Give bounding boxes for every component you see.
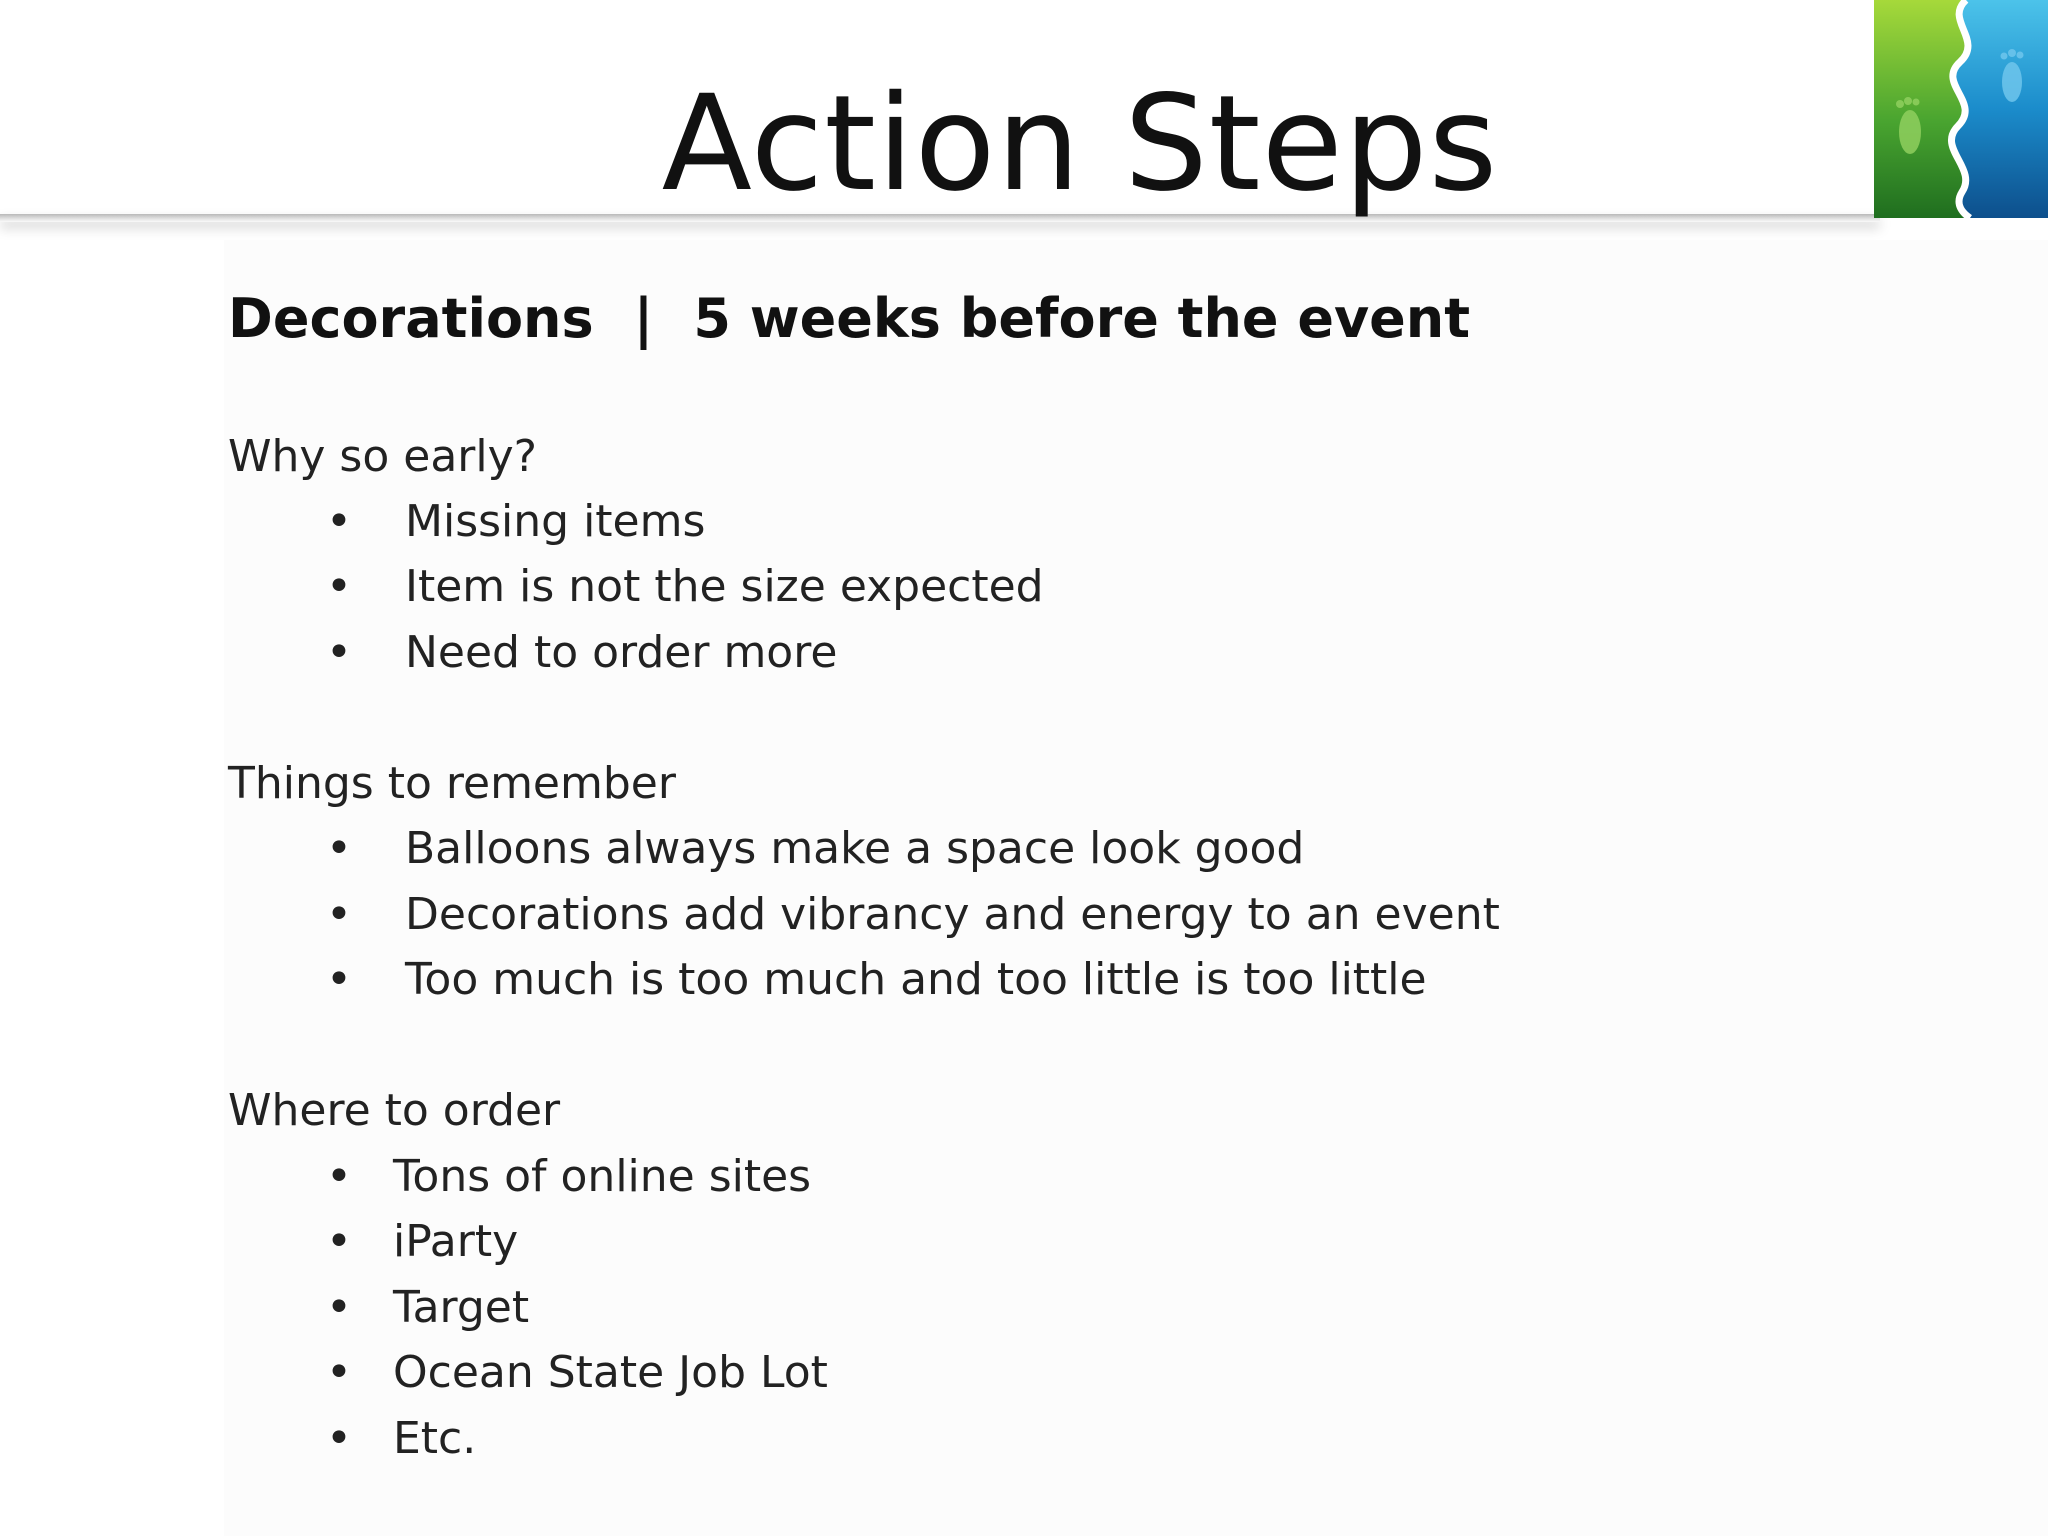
section-heading-where-to-order: Where to order (228, 1085, 561, 1136)
subheading-separator: | (633, 287, 654, 350)
bullet-text: Decorations add vibrancy and energy to an event (405, 889, 1500, 940)
slide-title: Action Steps (661, 67, 1499, 221)
bullet-text: Missing items (405, 496, 706, 547)
bullet-text: Etc. (393, 1413, 477, 1464)
bullet-text: Tons of online sites (393, 1151, 812, 1202)
bullet-icon: • (326, 496, 352, 547)
bullet-text: Item is not the size expected (405, 561, 1044, 612)
bullet-text: Too much is too much and too little is too little (405, 954, 1427, 1005)
section-heading-why-so-early: Why so early? (228, 431, 537, 482)
bullet-icon: • (326, 627, 352, 678)
bullet-text: iParty (393, 1216, 519, 1267)
section-heading-things-to-remember: Things to remember (228, 758, 676, 809)
bullet-icon: • (326, 823, 352, 874)
subheading-timing: 5 weeks before the event (693, 287, 1471, 350)
bullet-text: Target (393, 1282, 530, 1333)
bullet-icon: • (326, 1216, 352, 1267)
subheading (228, 284, 1470, 354)
bullet-text: Need to order more (405, 627, 838, 678)
bullet-icon: • (326, 1347, 352, 1398)
bullet-icon: • (326, 889, 352, 940)
subheading-topic: Decorations (228, 287, 594, 350)
bullet-icon: • (326, 1282, 352, 1333)
bullet-text: Ocean State Job Lot (393, 1347, 828, 1398)
footprints-logo-icon (1874, 0, 2048, 218)
bullet-icon: • (326, 1413, 352, 1464)
bullet-icon: • (326, 1151, 352, 1202)
bullet-icon: • (326, 561, 352, 612)
bullet-text: Balloons always make a space look good (405, 823, 1305, 874)
bullet-icon: • (326, 954, 352, 1005)
